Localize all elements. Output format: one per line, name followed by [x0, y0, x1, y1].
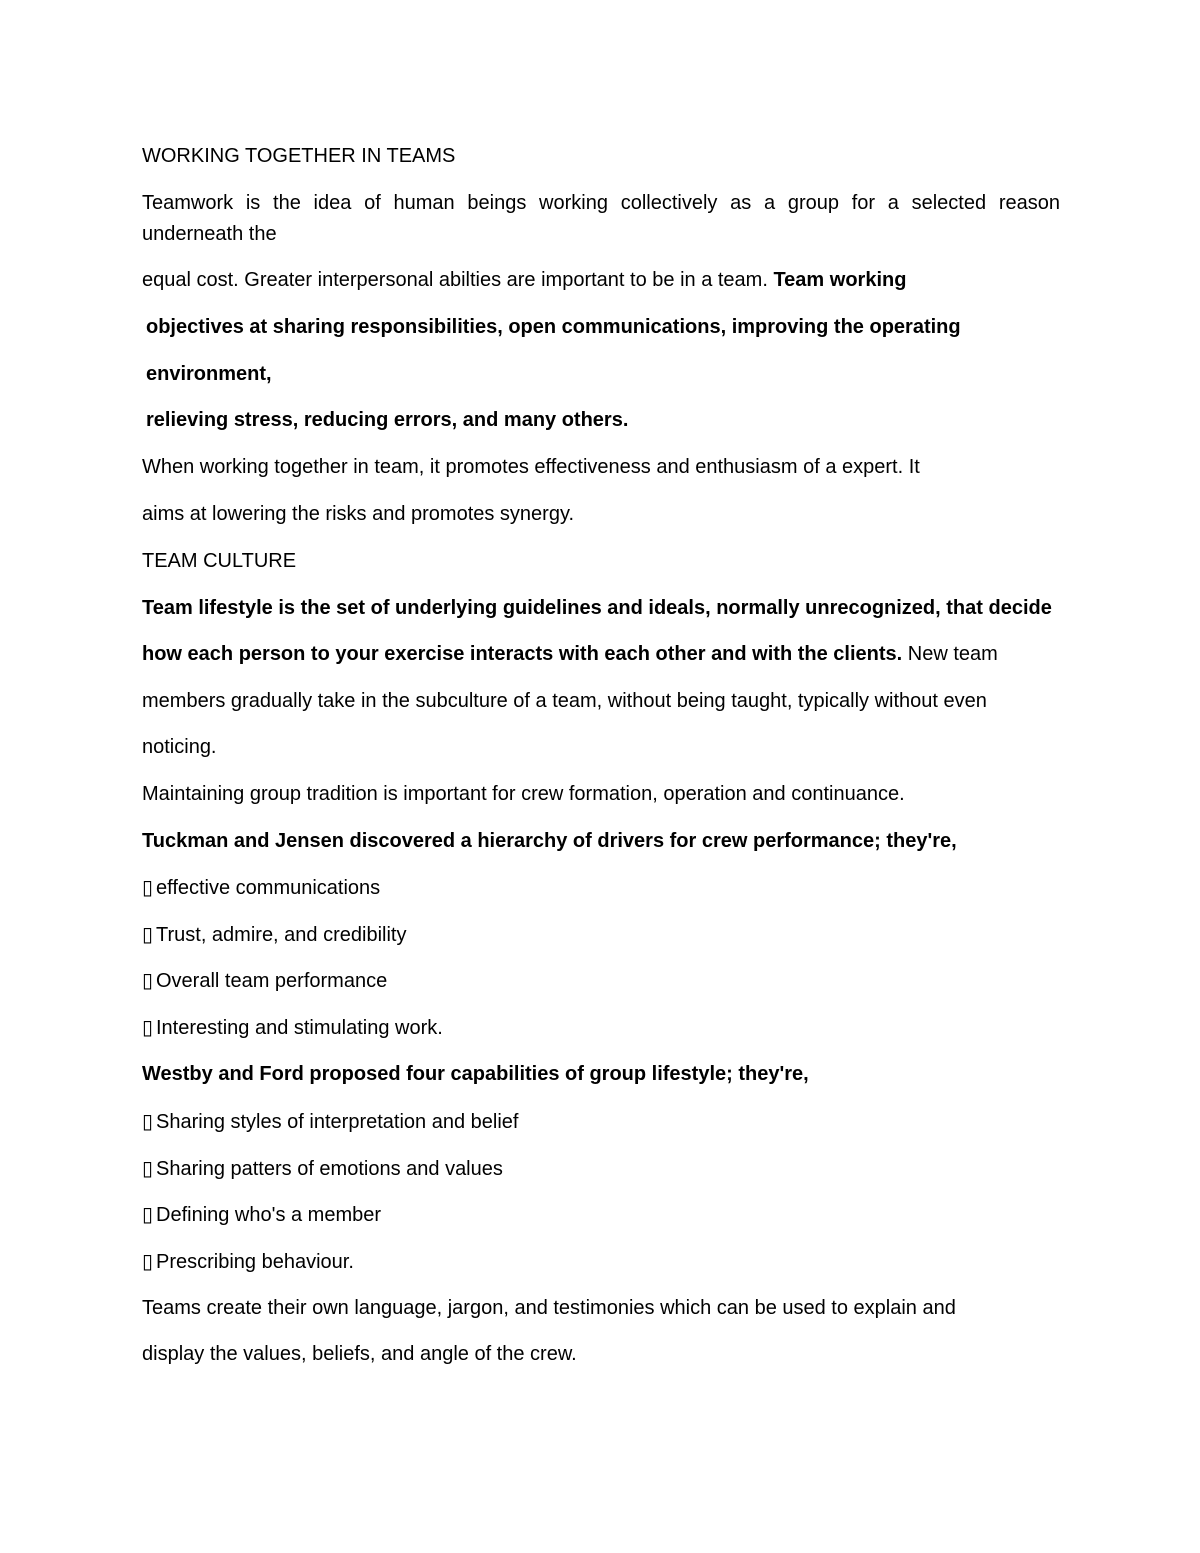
paragraph-when-working-line1: When working together in team, it promotes effectiveness and enthusiasm of a expert. It: [142, 456, 920, 478]
list-item: [142, 1247, 1060, 1275]
paragraph-teamwork-line1: Teamwork is the idea of human beings working collectively as a group for a selected reason: [142, 192, 1060, 214]
list-item-text: Sharing patters of emotions and values: [156, 1158, 503, 1180]
text-bold: Team working: [773, 269, 907, 291]
bullet-box-icon: ▯: [142, 875, 154, 899]
heading-working-together: WORKING TOGETHER IN TEAMS: [142, 145, 456, 167]
paragraph-teamwork-line2: underneath the: [142, 223, 277, 245]
paragraph-objectives-line: objectives at sharing responsibilities, open communications, improving the operating: [146, 316, 961, 338]
list-item-text: Prescribing behaviour.: [156, 1251, 354, 1273]
bullet-box-icon: ▯: [142, 968, 154, 992]
list-item-text: Sharing styles of interpretation and belief: [156, 1111, 519, 1133]
list-item-text: Interesting and stimulating work.: [156, 1017, 443, 1039]
paragraph-relieving-line: relieving stress, reducing errors, and many others.: [146, 409, 629, 431]
paragraph-teams-create-line1: Teams create their own language, jargon, and testimonies which can be used to explain and: [142, 1297, 956, 1319]
bullet-box-icon: ▯: [142, 1015, 154, 1039]
bullet-box-icon: ▯: [142, 1202, 154, 1226]
bullet-box-icon: ▯: [142, 1249, 154, 1273]
list-item: [142, 1013, 1060, 1041]
list-item: [142, 1154, 1060, 1182]
list-item-text: Defining who's a member: [156, 1204, 382, 1226]
bullet-box-icon: ▯: [142, 1156, 154, 1180]
text-bold: how each person to your exercise interacts with each other and with the clients.: [142, 643, 903, 665]
heading-team-culture: TEAM CULTURE: [142, 550, 297, 572]
paragraph-team-lifestyle-line4: noticing.: [142, 736, 217, 758]
list-item: [142, 920, 1060, 948]
paragraph-teams-create-line2: display the values, beliefs, and angle of the crew.: [142, 1343, 577, 1365]
paragraph-team-lifestyle-line3: members gradually take in the subculture of a team, without being taught, typically without even: [142, 690, 987, 712]
list-item: [142, 1107, 1060, 1135]
list-item-text: effective communications: [156, 877, 381, 899]
list-item: [142, 1200, 1060, 1228]
list-item-text: Trust, admire, and credibility: [156, 924, 407, 946]
paragraph-tuckman: Tuckman and Jensen discovered a hierarchy of drivers for crew performance; they're,: [142, 830, 957, 852]
paragraph-environment-line: environment,: [146, 363, 272, 385]
bullet-box-icon: ▯: [142, 922, 154, 946]
paragraph-team-lifestyle-line2: [142, 640, 1060, 668]
paragraph-team-lifestyle-line1: Team lifestyle is the set of underlying guidelines and ideals, normally unrecognized, that decide: [142, 597, 1052, 619]
paragraph-when-working-line2: aims at lowering the risks and promotes synergy.: [142, 503, 575, 525]
text-normal: equal cost. Greater interpersonal abilties are important to be in a team.: [142, 269, 774, 291]
list-item: [142, 873, 1060, 901]
text-normal: New team: [902, 643, 998, 665]
paragraph-equal-cost-line1: [142, 266, 1060, 294]
list-item-text: Overall team performance: [156, 970, 388, 992]
paragraph-maintaining: Maintaining group tradition is important for crew formation, operation and continuance.: [142, 783, 905, 805]
bullet-box-icon: ▯: [142, 1109, 154, 1133]
paragraph-westby: Westby and Ford proposed four capabilities of group lifestyle; they're,: [142, 1063, 809, 1085]
list-item: [142, 966, 1060, 994]
